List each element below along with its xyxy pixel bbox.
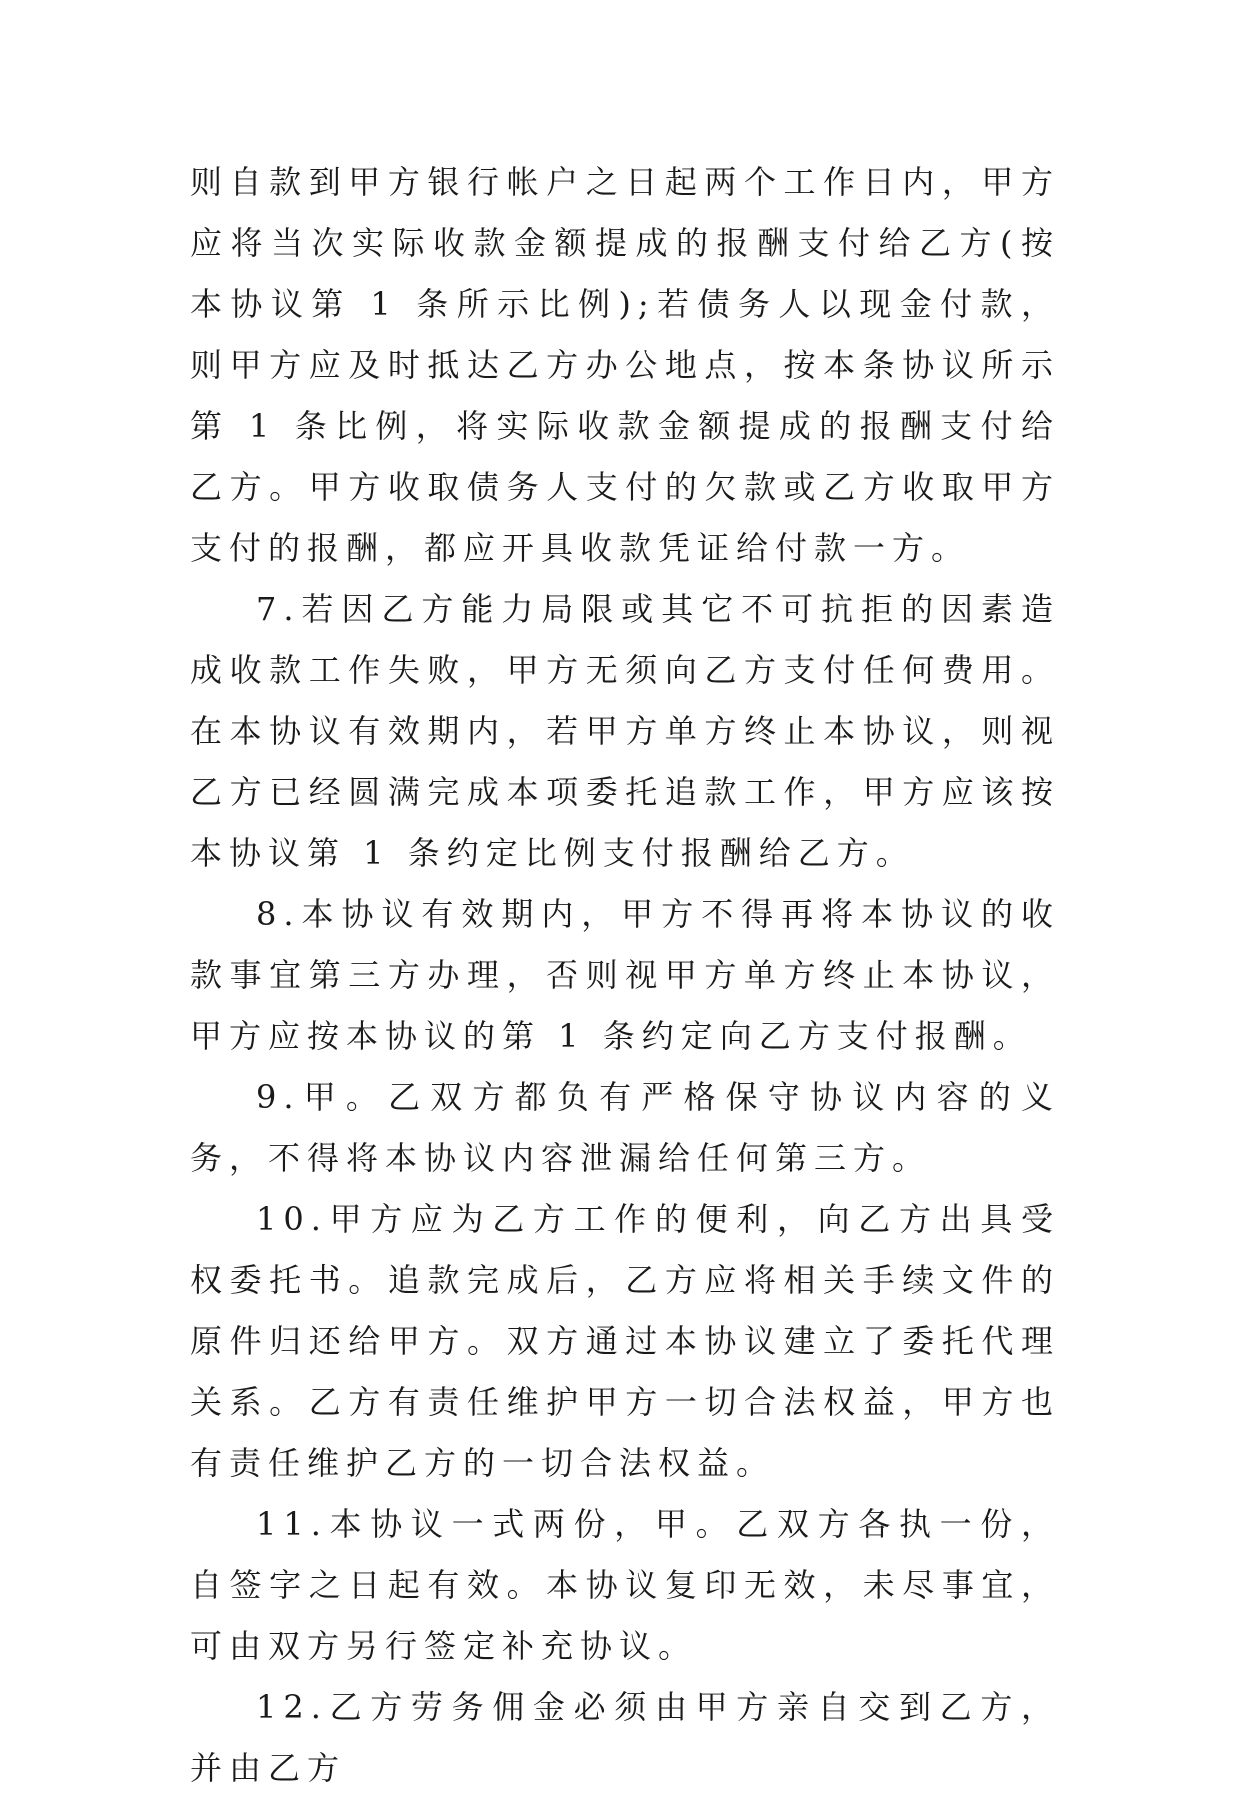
paragraph-clause-7: 7.若因乙方能力局限或其它不可抗拒的因素造成收款工作失败，甲方无须向乙方支付任何费用。在本协议有效期内，若甲方单方终止本协议，则视乙方已经圆满完成本项委托追款工作，甲方应该按本协议第 1 条约定比例支付报酬给乙方。	[190, 590, 1060, 872]
paragraph-clause-9: 9.甲。乙双方都负有严格保守协议内容的义务，不得将本协议内容泄漏给任何第三方。	[190, 1078, 1060, 1177]
paragraph-clause-12: 12.乙方劳务佣金必须由甲方亲自交到乙方，并由乙方	[190, 1688, 1060, 1787]
paragraph-clause-10: 10.甲方应为乙方工作的便利，向乙方出具受权委托书。追款完成后，乙方应将相关手续文件的原件归还给甲方。双方通过本协议建立了委托代理关系。乙方有责任维护甲方一切合法权益，甲方也有责任维护乙方的一切合法权益。	[190, 1200, 1060, 1482]
paragraph-continuation: 则自款到甲方银行帐户之日起两个工作日内，甲方应将当次实际收款金额提成的报酬支付给乙方(按本协议第 1 条所示比例);若债务人以现金付款，则甲方应及时抵达乙方办公地点，按本条协议所示第 1 条比例，将实际收款金额提成的报酬支付给乙方。甲方收取债务人支付的欠款或乙方收取甲方支付的报酬，都应开具收款凭证给付款一方。	[190, 163, 1060, 567]
paragraph-clause-8: 8.本协议有效期内，甲方不得再将本协议的收款事宜第三方办理，否则视甲方单方终止本协议，甲方应按本协议的第 1 条约定向乙方支付报酬。	[190, 895, 1060, 1055]
paragraph-clause-11: 11.本协议一式两份，甲。乙双方各执一份，自签字之日起有效。本协议复印无效，未尽事宜，可由双方另行签定补充协议。	[190, 1505, 1060, 1665]
document-body	[190, 152, 1060, 1799]
